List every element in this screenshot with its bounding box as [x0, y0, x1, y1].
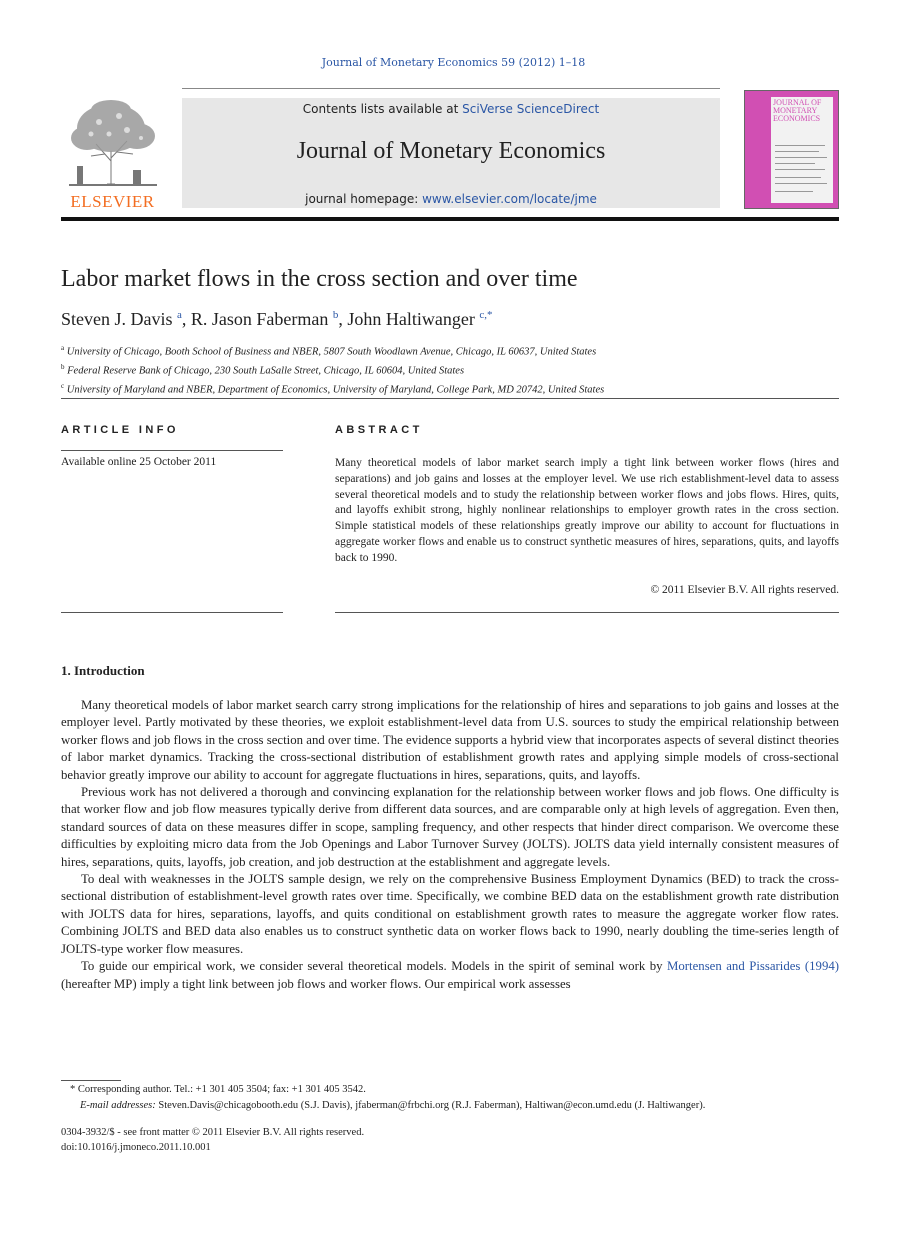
cover-text-line — [775, 183, 827, 184]
sciencedirect-link[interactable]: SciVerse ScienceDirect — [462, 102, 600, 116]
cover-text-line — [775, 191, 813, 192]
homepage-link[interactable]: www.elsevier.com/locate/jme — [422, 192, 597, 206]
author-affiliation-mark[interactable]: a — [177, 309, 182, 321]
cover-text-line — [775, 163, 815, 164]
article-info-heading: ARTICLE INFO — [61, 424, 179, 436]
info-bottom-rule — [61, 612, 283, 613]
homepage-line: journal homepage: www.elsevier.com/locate/jme — [305, 192, 597, 206]
available-online-date: Available online 25 October 2011 — [61, 456, 217, 468]
info-rule — [61, 450, 283, 451]
author-name: R. Jason Faberman — [190, 309, 329, 329]
journal-title: Journal of Monetary Economics — [296, 138, 606, 164]
author-list: Steven J. Davis $^a$, R. Jason Faberman $^b$, John Haltiwanger $^{c,*}$ — [61, 309, 493, 329]
journal-reference[interactable]: Journal of Monetary Economics 59 (2012) 1–18 — [321, 56, 586, 69]
contents-line: Contents lists available at SciVerse ScienceDirect — [302, 102, 600, 116]
paragraph: Previous work has not delivered a thorough and convincing explanation for the relationship between worker flows and job flows. One difficulty is that worker flow and job flow measures typically derive from different data sources, and are comparable only at high levels of aggregation. Even then, standard sources of data on these measures differ in scope, sampling frequency, and other respects that hinder direct comparison. We overcome these difficulties by exploiting micro data from the Job Openings and Labor Turnover Survey (JOLTS). JOLTS data yield internally consistent measures of hires, separations, quits, layoffs, job creation, and job destruction at the establishment and aggregate levels. — [61, 785, 839, 869]
header-rule — [182, 88, 720, 89]
author-affiliation-mark[interactable]: c,* — [479, 309, 493, 321]
journal-banner — [182, 98, 720, 208]
author-name: John Haltiwanger — [347, 309, 475, 329]
cover-text-line — [775, 177, 821, 178]
abstract-heading: ABSTRACT — [335, 424, 423, 436]
doi[interactable]: doi:10.1016/j.jmoneco.2011.10.001 — [61, 1142, 211, 1153]
introduction-body — [61, 697, 839, 993]
copyright-notice: © 2011 Elsevier B.V. All rights reserved. — [650, 584, 839, 596]
footnote-rule — [61, 1080, 121, 1081]
elsevier-wordmark: ELSEVIER — [70, 192, 155, 211]
paragraph: To deal with weaknesses in the JOLTS sample design, we rely on the comprehensive Business Employment Dynamics (BED) to track the cross-sectional distribution of establishment-level growth rates over time. Specifically, we combine BED data on the establishment growth rate distribution with JOLTS data for hires, separations, layoffs, and quits conditional on establishment growth rates to measure the aggregate worker flow rates. Combining JOLTS and BED data also enables us to construct synthetic data on worker flows back to 1990, nearly doubling the time-series length of JOLTS-type worker flow measures. — [61, 872, 839, 956]
introduction-heading: 1. Introduction — [61, 663, 145, 678]
abstract-text: Many theoretical models of labor market search imply a tight link between worker flows (hires and separations) and job gains and losses at the employer level. We use rich establishment-level data to assess several theoretical models and to study the relationship between worker flows and jobs flows. Hires, quits, and layoffs exhibit strong, highly nonlinear relationships to employer growth rates in the cross section. Simple statistical models of these relationships greatly improve our ability to account for fluctuations in aggregate worker flows and enable us to construct synthetic measures of hires, separations, quits, and layoffs back to 1990. — [335, 457, 839, 564]
cover-text-line — [775, 169, 825, 170]
article-title: Labor market flows in the cross section and over time — [61, 266, 578, 292]
journal-cover-thumbnail[interactable] — [744, 90, 839, 209]
paragraph: Many theoretical models of labor market search carry strong implications for the relationship of hires and separations to job gains and losses at the employer level. Partly motivated by these theories, we exploit establishment-level data from U.S. sources to study the empirical relationship between worker flows and job flows in the cross section and over time. The evidence supports a hybrid view that incorporates aspects of several distinct theories of labor market dynamics. Tracking the cross-sectional distribution of establishment growth rates and applying simple models of cross-sectional behavior greatly improve our ability to account for aggregate fluctuations in hires, separations, quits, and layoffs. — [61, 698, 839, 782]
author-name: Steven J. Davis — [61, 309, 173, 329]
affiliation: $^c$ University of Maryland and NBER, Department of Economics, University of Maryland, College Park, MD 20742, United States — [61, 382, 605, 396]
cover-text-line — [775, 151, 819, 152]
abstract-bottom-rule — [335, 612, 839, 613]
section-divider — [61, 398, 839, 399]
email-addresses: E-mail addresses: Steven.Davis@chicagobooth.edu (S.J. Davis), jfaberman@frbchi.org (R.J. Faberman), Haltiwan@econ.umd.edu (J. Haltiwanger). — [80, 1100, 706, 1111]
author-affiliation-mark[interactable]: b — [332, 309, 339, 321]
affiliation: $^a$ University of Chicago, Booth School of Business and NBER, 5807 South Woodlawn Avenue, Chicago, IL 60637, United States — [61, 344, 597, 358]
front-matter-note: 0304-3932/$ - see front matter © 2011 Elsevier B.V. All rights reserved. — [61, 1127, 365, 1138]
header-thick-rule — [61, 217, 839, 221]
corresponding-author-note: * Corresponding author. Tel.: +1 301 405 3504; fax: +1 301 405 3542. — [70, 1084, 366, 1095]
paragraph: To guide our empirical work, we consider several theoretical models. Models in the spirit of seminal work by Mortensen and Pissarides (1994) (hereafter MP) imply a tight link between job flows and worker flows. Our empirical work assesses — [61, 959, 840, 991]
cover-text-line — [775, 145, 825, 146]
cover-title: JOURNAL OF MONETARY ECONOMICS — [773, 98, 822, 123]
cover-text-line — [775, 157, 827, 158]
citation-link[interactable]: Mortensen and Pissarides (1994) — [667, 959, 840, 974]
affiliation: $^b$ Federal Reserve Bank of Chicago, 230 South LaSalle Street, Chicago, IL 60604, United States — [61, 363, 465, 377]
affiliations — [61, 341, 604, 398]
cover-page — [771, 97, 833, 203]
